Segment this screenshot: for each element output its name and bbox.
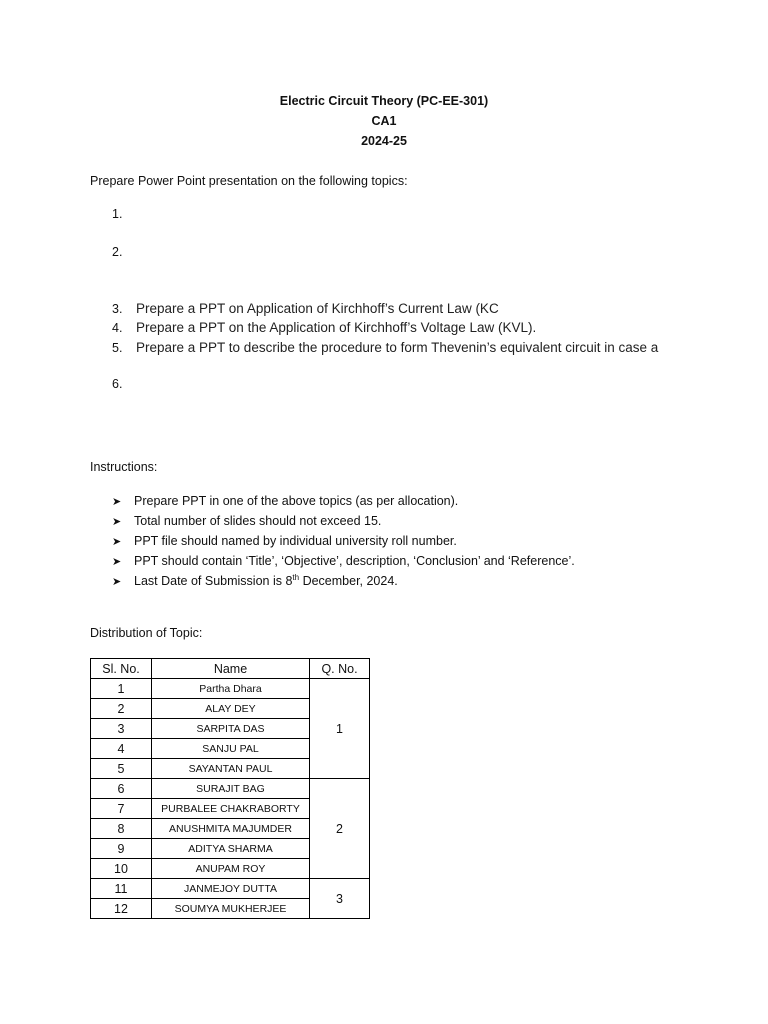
instruction-item-last-date: ➤ Last Date of Submission is 8th December, 2024. [112, 572, 398, 588]
name-cell: ANUSHMITA MAJUMDER [152, 819, 310, 839]
arrowhead-bullet-icon: ➤ [112, 516, 122, 528]
name-cell: JANMEJOY DUTTA [152, 879, 310, 899]
column-header-sl-no: Sl. No. [91, 659, 152, 679]
name-cell: PURBALEE CHAKRABORTY [152, 799, 310, 819]
arrowhead-bullet-icon: ➤ [112, 576, 122, 588]
name-cell: Partha Dhara [152, 679, 310, 699]
topic-4-number: 4. [112, 321, 123, 335]
name-cell: ALAY DEY [152, 699, 310, 719]
name-cell: SAYANTAN PAUL [152, 759, 310, 779]
topic-5-text: Prepare a PPT to describe the procedure to form Thevenin’s equivalent circuit in case a [136, 340, 659, 355]
table-row [91, 879, 370, 899]
table-row [91, 679, 370, 699]
sl-no-cell: 11 [91, 879, 152, 899]
column-header-name: Name [152, 659, 310, 679]
instructions-heading: Instructions: [90, 460, 158, 474]
instruction-item: ➤ Prepare PPT in one of the above topics (as per allocation). [112, 494, 459, 508]
sl-no-cell: 4 [91, 739, 152, 759]
name-cell: SOUMYA MUKHERJEE [152, 899, 310, 919]
table-row [91, 779, 370, 799]
name-cell: SURAJIT BAG [152, 779, 310, 799]
name-cell: ADITYA SHARMA [152, 839, 310, 859]
arrowhead-bullet-icon: ➤ [112, 496, 122, 508]
sl-no-cell: 10 [91, 859, 152, 879]
sl-no-cell: 9 [91, 839, 152, 859]
topic-1-number: 1. [112, 207, 123, 221]
name-cell: SANJU PAL [152, 739, 310, 759]
sl-no-cell: 2 [91, 699, 152, 719]
topic-6-number: 6. [112, 377, 123, 391]
sl-no-cell: 6 [91, 779, 152, 799]
assessment-name: CA1 [371, 114, 397, 128]
topic-3-number: 3. [112, 302, 123, 316]
instruction-item: ➤ PPT file should named by individual university roll number. [112, 534, 457, 548]
sl-no-cell: 5 [91, 759, 152, 779]
sl-no-cell: 7 [91, 799, 152, 819]
arrowhead-bullet-icon: ➤ [112, 556, 122, 568]
session-year: 2024-25 [361, 134, 407, 148]
q-no-cell: 3 [310, 879, 370, 919]
topic-4-text: Prepare a PPT on the Application of Kirchhoff’s Voltage Law (KVL). [136, 320, 537, 335]
topic-3-text: Prepare a PPT on Application of Kirchhoff’s Current Law (KC [136, 301, 499, 316]
q-no-cell: 1 [310, 679, 370, 779]
topic-5-number: 5. [112, 341, 123, 355]
instruction-item: ➤ Total number of slides should not exceed 15. [112, 514, 382, 528]
sl-no-cell: 1 [91, 679, 152, 699]
instruction-item: ➤ PPT should contain ‘Title’, ‘Objective’, description, ‘Conclusion’ and ‘Reference’. [112, 554, 575, 568]
course-title: Electric Circuit Theory (PC-EE-301) [279, 94, 489, 108]
distribution-table [90, 658, 370, 919]
table-header-row [91, 659, 370, 679]
sl-no-cell: 8 [91, 819, 152, 839]
intro-text: Prepare Power Point presentation on the following topics: [90, 174, 408, 188]
name-cell: ANUPAM ROY [152, 859, 310, 879]
sl-no-cell: 3 [91, 719, 152, 739]
arrowhead-bullet-icon: ➤ [112, 536, 122, 548]
name-cell: SARPITA DAS [152, 719, 310, 739]
q-no-cell: 2 [310, 779, 370, 879]
distribution-heading: Distribution of Topic: [90, 626, 203, 640]
column-header-q-no: Q. No. [310, 659, 370, 679]
sl-no-cell: 12 [91, 899, 152, 919]
topic-2-number: 2. [112, 245, 123, 259]
